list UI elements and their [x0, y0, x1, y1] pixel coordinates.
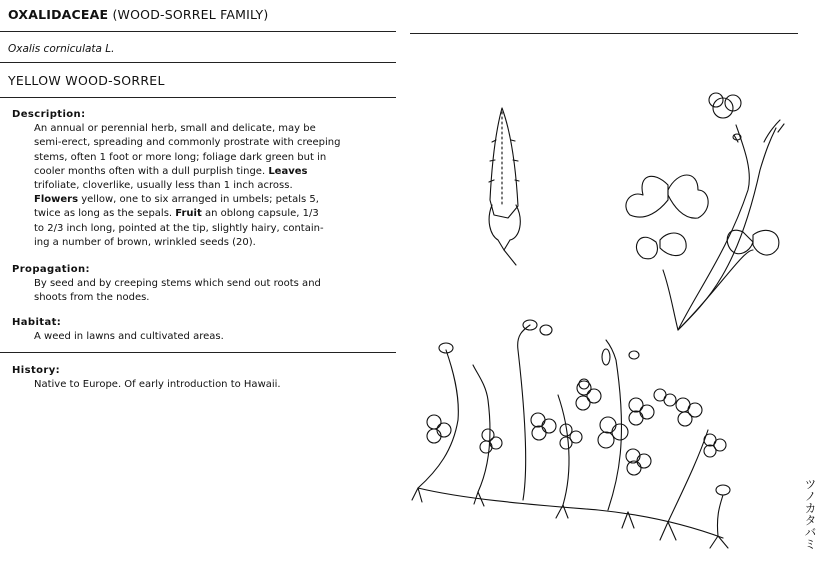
family-name: OXALIDACEAE [8, 7, 109, 22]
history-section [12, 364, 392, 392]
divider [0, 31, 396, 32]
text-page [0, 0, 398, 574]
japanese-name: ツノカタバミ [803, 478, 817, 550]
upper-plant-drawing [626, 93, 784, 330]
common-name: YELLOW WOOD-SORREL [8, 73, 165, 88]
description-text: An annual or perennial herb, small and delicate, may be semi-erect, spreading and commonly prostrate with creeping stems, often 1 foot or more long; foliage dark green but in cooler months often with a dull purplish tinge. Leaves trifoliate, cloverlike, usually less than 1 inch across. Flowers yellow, one to six arranged in umbels; petals 5, twice as long as the sepals. Fruit an oblong capsule, 1/3 to 2/3 inch long, pointed at the tip, slightly hairy, contain- ing a number of brown, wrinkled seeds (20). [34, 123, 341, 248]
propagation-text: By seed and by creeping stems which send out roots and shoots from the nodes. [34, 278, 321, 304]
divider [0, 97, 396, 98]
lower-plant-drawing [412, 320, 730, 548]
propagation-section [12, 263, 392, 306]
plant-illustration [398, 0, 800, 574]
habitat-section [12, 316, 392, 344]
habitat-heading: Habitat: [12, 317, 62, 328]
family-title [8, 7, 268, 22]
illustration-page [398, 0, 817, 574]
history-heading: History: [12, 365, 61, 376]
seed-capsule-drawing [489, 108, 520, 265]
propagation-heading: Propagation: [12, 264, 90, 275]
description-heading: Description: [12, 109, 86, 120]
family-common-name: (WOOD-SORREL FAMILY) [112, 7, 269, 22]
species-name: Oxalis corniculata L. [8, 43, 115, 55]
description-section [12, 108, 392, 250]
habitat-text: A weed in lawns and cultivated areas. [34, 331, 224, 343]
divider [0, 352, 396, 353]
history-text: Native to Europe. Of early introduction to Hawaii. [34, 379, 281, 391]
divider [0, 62, 396, 63]
